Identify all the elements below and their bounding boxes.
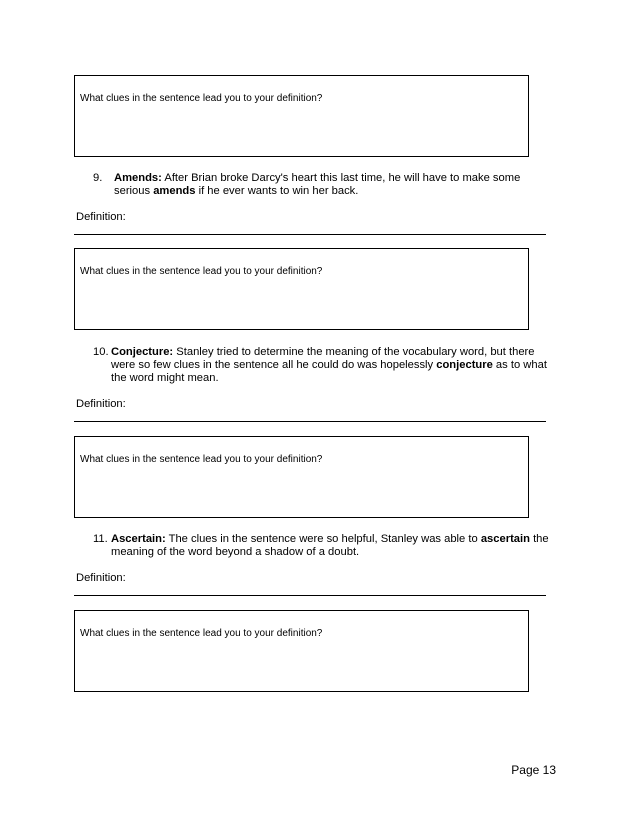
sentence-text: as to what the word might mean.: [111, 359, 547, 384]
clue-answer-box[interactable]: [74, 248, 529, 330]
sentence-text: the meaning of the word beyond a shadow of a doubt.: [111, 533, 549, 558]
page-number: Page 13: [511, 763, 556, 777]
sentence-text: if he ever wants to win her back.: [195, 185, 359, 197]
item-number: 11.: [93, 533, 108, 545]
vocab-term: Conjecture:: [111, 346, 174, 358]
clue-prompt: What clues in the sentence lead you to your definition?: [80, 266, 323, 277]
vocab-highlight: ascertain: [480, 533, 530, 545]
definition-label: Definition:: [76, 211, 126, 223]
vocab-highlight: conjecture: [436, 359, 493, 371]
definition-answer-line[interactable]: [74, 421, 546, 422]
definition-answer-line[interactable]: [74, 595, 546, 596]
sentence-text: Stanley tried to determine the meaning of the vocabulary word, but there were so few clues in the sentence all he could do was hopelessly: [111, 346, 535, 371]
item-number: 9.: [93, 172, 103, 184]
clue-answer-box[interactable]: [74, 610, 529, 692]
vocab-item-11: [93, 533, 558, 559]
vocab-highlight: amends: [153, 185, 196, 197]
vocab-item-10: [93, 346, 558, 385]
clue-prompt: What clues in the sentence lead you to your definition?: [80, 454, 323, 465]
vocab-term: Ascertain:: [111, 533, 166, 545]
vocab-item-9: [93, 172, 558, 198]
sentence-text: After Brian broke Darcy's heart this last time, he will have to make some serious: [114, 172, 521, 197]
clue-prompt: What clues in the sentence lead you to your definition?: [80, 628, 323, 639]
vocab-term: Amends:: [114, 172, 162, 184]
item-number: 10.: [93, 346, 109, 358]
definition-answer-line[interactable]: [74, 234, 546, 235]
clue-answer-box[interactable]: [74, 436, 529, 518]
definition-label: Definition:: [76, 572, 126, 584]
definition-label: Definition:: [76, 398, 126, 410]
sentence-text: The clues in the sentence were so helpful, Stanley was able to: [165, 533, 481, 545]
clue-answer-box[interactable]: [74, 75, 529, 157]
clue-prompt: What clues in the sentence lead you to your definition?: [80, 93, 323, 104]
